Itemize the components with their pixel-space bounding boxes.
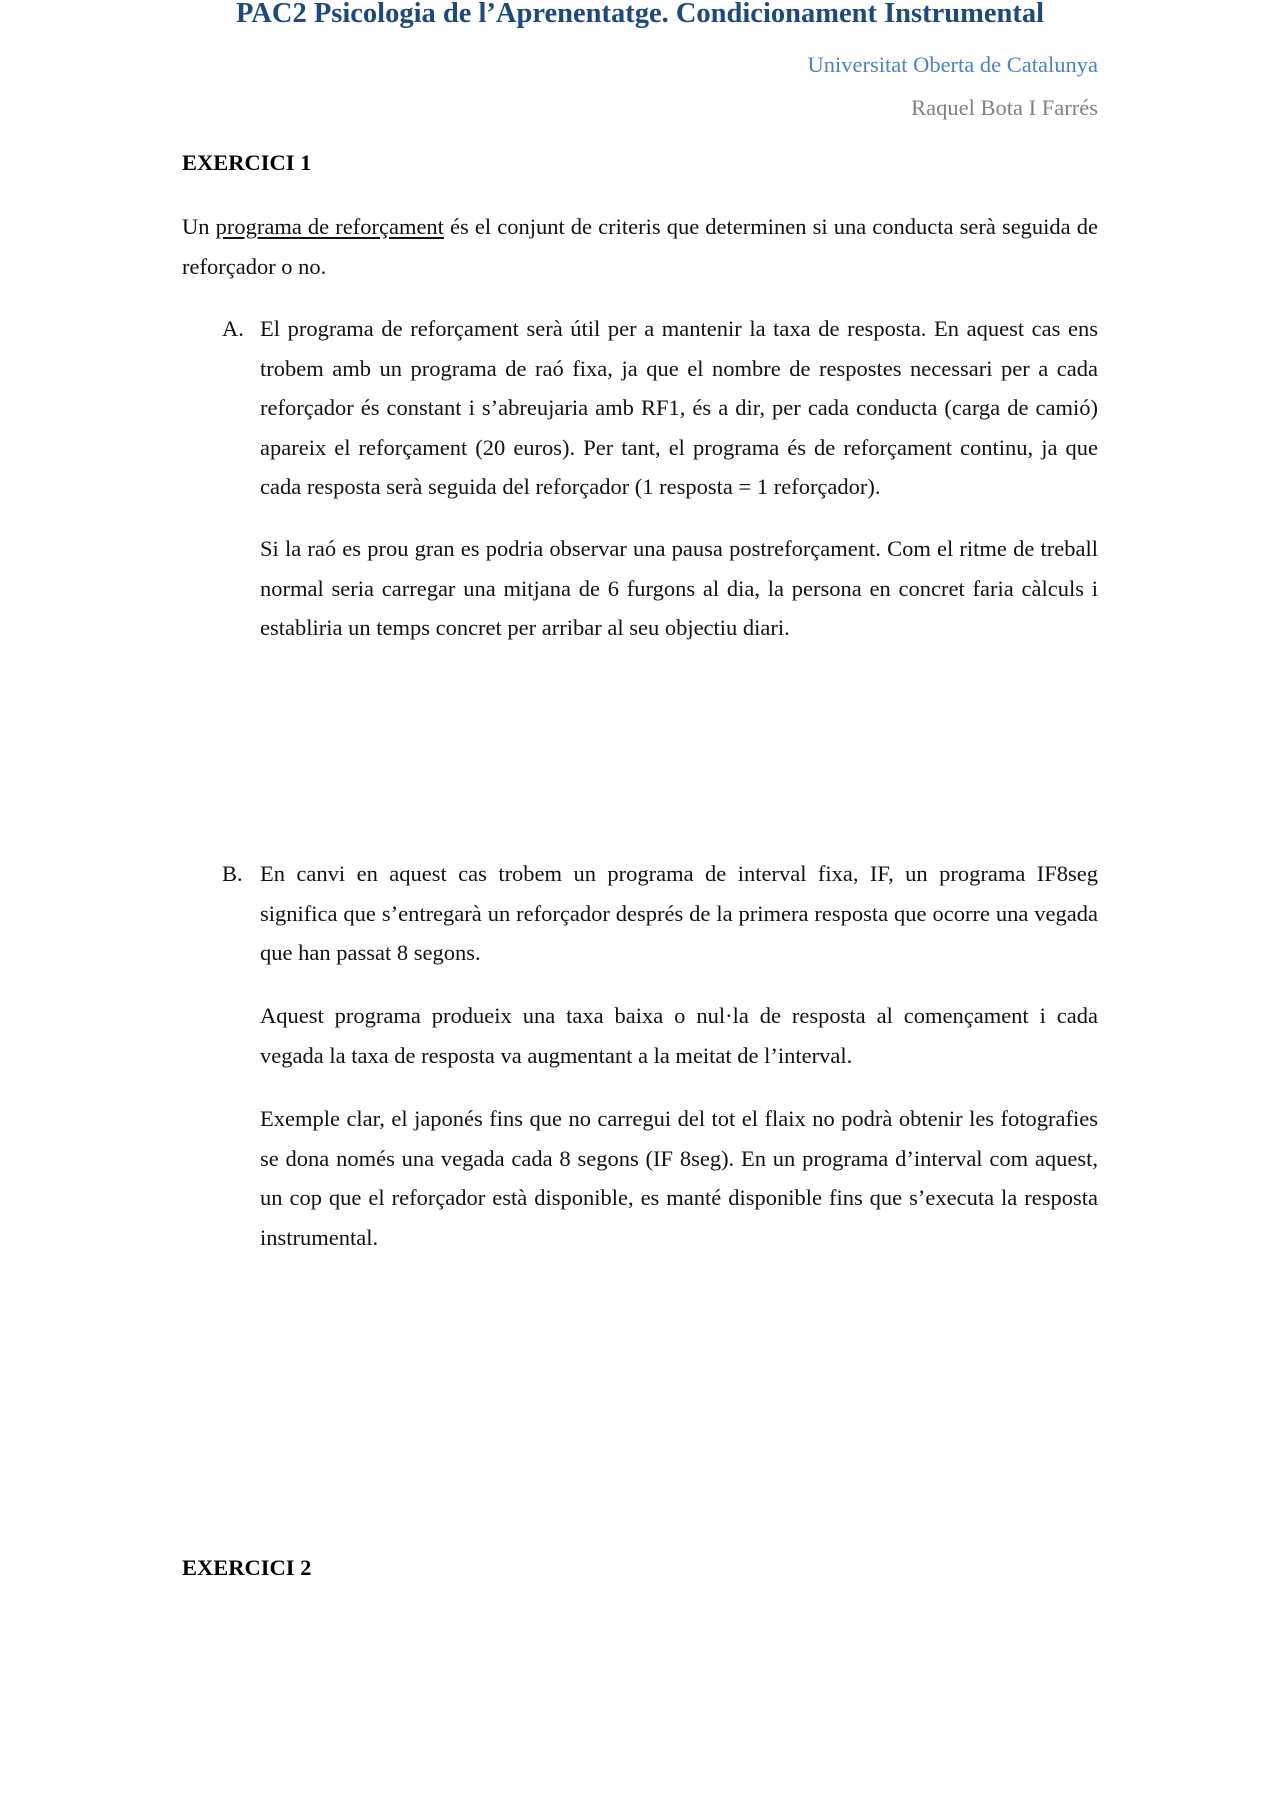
- intro-prefix: Un: [182, 214, 216, 239]
- item-b-paragraph-1: En canvi en aquest cas trobem un programa de interval fixa, IF, un programa IF8seg significa que s’entregarà un reforçador després de la primera resposta que ocorre una vegada que han passat 8 segons.: [260, 861, 1098, 965]
- university-name: Universitat Oberta de Catalunya: [807, 52, 1098, 77]
- exercise-1-heading: EXERCICI 1: [182, 150, 312, 175]
- intro-paragraph: [182, 207, 1098, 286]
- intro-rest: és el conjunt de criteris que determinen si una conducta serà seguida de reforçador o no.: [182, 214, 1099, 279]
- item-b-paragraph-2: Aquest programa produeix una taxa baixa o nul·la de resposta al començament i cada vegada la taxa de resposta va augmentant a la meitat de l’interval.: [260, 1003, 1098, 1068]
- item-a-paragraph-2: Si la raó es prou gran es podria observar una pausa postreforçament. Com el ritme de treball normal seria carregar una mitjana de 6 furgons al dia, la persona en concret faria càlculs i establiria un temps concret per arribar al seu objectiu diari.: [260, 536, 1098, 640]
- document-title: PAC2 Psicologia de l’Aprenentatge. Condicionament Instrumental: [236, 0, 1044, 29]
- list-marker-a: A.: [222, 316, 244, 341]
- list-marker-b: B.: [222, 861, 243, 886]
- item-a-paragraph-1: El programa de reforçament serà útil per a mantenir la taxa de resposta. En aquest cas ens trobem amb un programa de raó fixa, ja que el nombre de respostes necessari per a cada reforçador és constant i s’abreujaria amb RF1, és a dir, per cada conducta (carga de camió) apareix el reforçament (20 euros). Per tant, el programa és de reforçament continu, ja que cada resposta serà seguida del reforçador (1 resposta = 1 reforçador).: [260, 316, 1098, 499]
- item-b-paragraph-3: Exemple clar, el japonés fins que no carregui del tot el flaix no podrà obtenir les fotografies se dona només una vegada cada 8 segons (IF 8seg). En un programa d’interval com aquest, un cop que el reforçador està disponible, es manté disponible fins que s’executa la resposta instrumental.: [260, 1106, 1098, 1250]
- exercise-2-heading: EXERCICI 2: [182, 1555, 312, 1580]
- key-term: programa de reforçament: [215, 214, 444, 239]
- author-name: Raquel Bota I Farrés: [911, 95, 1098, 120]
